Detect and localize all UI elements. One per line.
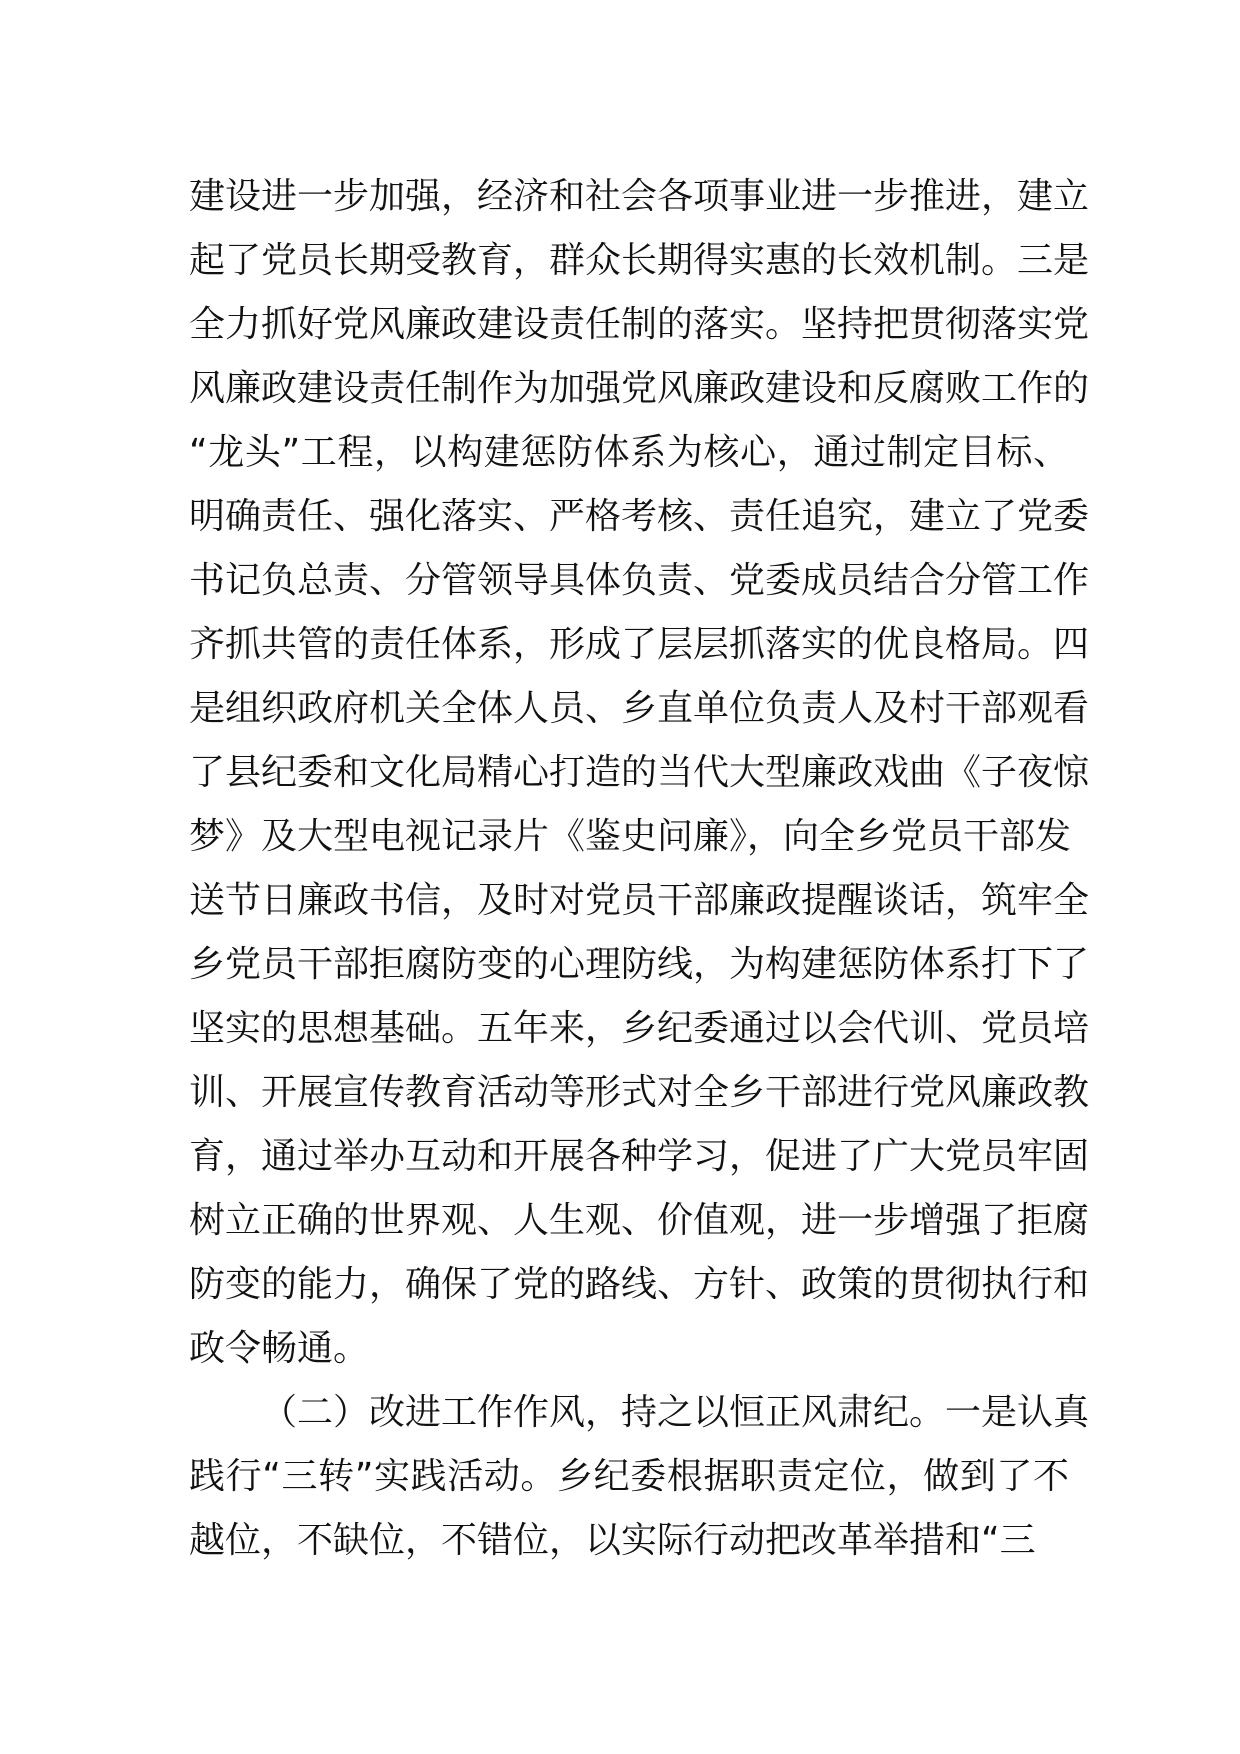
- text-line: 乡党员干部拒腐防变的心理防线，为构建惩防体系打下了: [189, 944, 1090, 985]
- body-text: [189, 165, 1090, 1573]
- text-line: 树立正确的世界观、人生观、价值观，进一步增强了拒腐: [189, 1200, 1090, 1241]
- text-line: 送节日廉政书信，及时对党员干部廉政提醒谈话，筑牢全: [189, 880, 1090, 921]
- text-line: 政令畅通。: [189, 1328, 370, 1369]
- text-line: 明确责任、强化落实、严格考核、责任追究，建立了党委: [189, 496, 1090, 537]
- text-line: 越位，不缺位，不错位，以实际行动把改革举措和“三: [189, 1520, 1036, 1561]
- text-line: 全力抓好党风廉政建设责任制的落实。坚持把贯彻落实党: [189, 304, 1090, 345]
- paragraph-1: [189, 165, 1090, 1381]
- text-line: （二）改进工作作风，持之以恒正风肃纪。一是认真: [261, 1392, 1090, 1433]
- text-line: 了县纪委和文化局精心打造的当代大型廉政戏曲《子夜惊: [189, 752, 1090, 793]
- text-line: 践行“三转”实践活动。乡纪委根据职责定位，做到了不: [189, 1456, 1069, 1497]
- text-line: 建设进一步加强，经济和社会各项事业进一步推进，建立: [189, 176, 1090, 217]
- text-line: 是组织政府机关全体人员、乡直单位负责人及村干部观看: [189, 688, 1090, 729]
- text-line: 齐抓共管的责任体系，形成了层层抓落实的优良格局。四: [189, 624, 1090, 665]
- text-line: 起了党员长期受教育，群众长期得实惠的长效机制。三是: [189, 240, 1090, 281]
- text-line: 训、开展宣传教育活动等形式对全乡干部进行党风廉政教: [189, 1072, 1090, 1113]
- text-line: 育，通过举办互动和开展各种学习，促进了广大党员牢固: [189, 1136, 1090, 1177]
- text-line: 书记负总责、分管领导具体负责、党委成员结合分管工作: [189, 560, 1090, 601]
- text-line: 梦》及大型电视记录片《鉴史问廉》，向全乡党员干部发: [189, 816, 1072, 857]
- text-line: 坚实的思想基础。五年来，乡纪委通过以会代训、党员培: [189, 1008, 1090, 1049]
- text-line: 防变的能力，确保了党的路线、方针、政策的贯彻执行和: [189, 1264, 1090, 1305]
- paragraph-2: [189, 1381, 1090, 1573]
- text-line: “龙头”工程，以构建惩防体系为核心，通过制定目标、: [189, 432, 1069, 473]
- text-line: 风廉政建设责任制作为加强党风廉政建设和反腐败工作的: [189, 368, 1090, 409]
